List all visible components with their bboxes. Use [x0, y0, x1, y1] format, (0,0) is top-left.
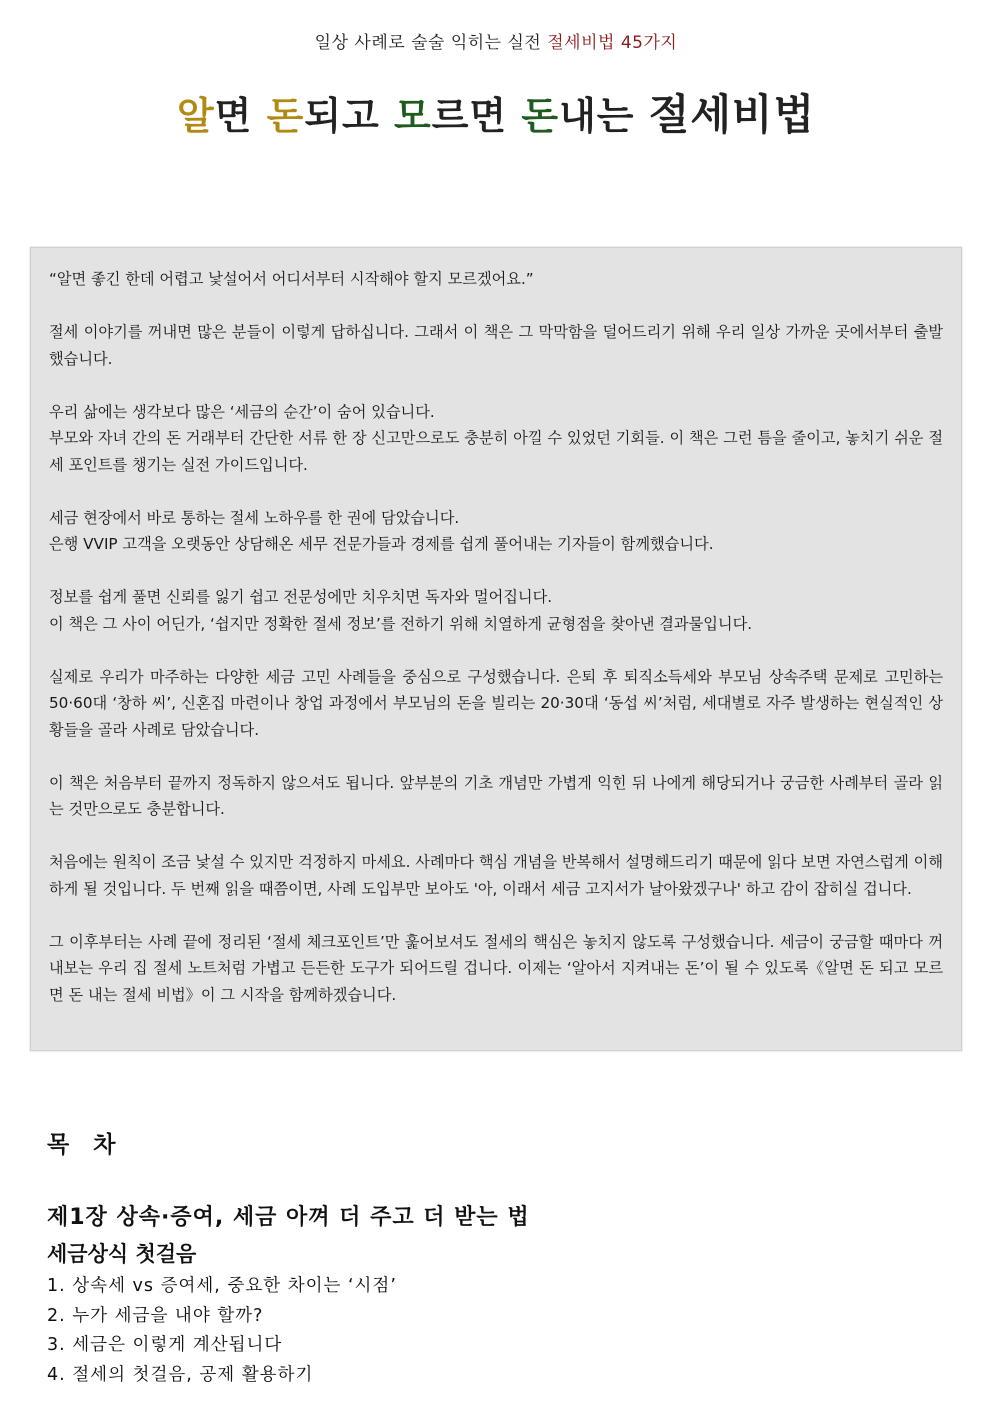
title-part-8: 내는	[559, 94, 649, 138]
intro-paragraph	[49, 664, 943, 744]
title-part-9: 절세비법	[648, 90, 816, 139]
intro-paragraph	[49, 770, 943, 823]
title-part-1: 알	[176, 94, 215, 138]
intro-paragraph	[49, 266, 943, 293]
intro-line: 실제로 우리가 마주하는 다양한 세금 고민 사례들을 중심으로 구성했습니다. 은퇴 후 퇴직소득세와 부모님 상속주택 문제로 고민하는 50·60대 ‘창하 씨’, 신혼집 마련이나 창업 과정에서 부모님의 돈을 빌리는 20·30대 ‘동섭 씨’처럼, 세대별로 자주 발생하는 현실적인 상황들을 골라 사례로 담았습니다.	[49, 667, 943, 739]
intro-line: 은행 VVIP 고객을 오랫동안 상담해온 세무 전문가들과 경제를 쉽게 풀어내는 기자들이 함께했습니다.	[49, 535, 714, 553]
toc-list	[47, 1272, 397, 1390]
title-part-2: 면	[214, 94, 267, 138]
intro-box	[30, 247, 962, 1051]
intro-line: 정보를 쉽게 풀면 신뢰를 잃기 쉽고 전문성에만 치우치면 독자와 멀어집니다.	[49, 588, 553, 606]
toc-item: 2. 누가 세금을 내야 할까?	[47, 1305, 264, 1326]
toc-item: 4. 절세의 첫걸음, 공제 활용하기	[47, 1364, 314, 1385]
title-part-3: 돈	[266, 94, 305, 138]
intro-paragraph	[49, 849, 943, 902]
toc-item: 1. 상속세 vs 증여세, 중요한 차이는 ‘시점’	[47, 1276, 397, 1296]
toc-heading: 목 차	[47, 1132, 124, 1158]
book-title	[0, 82, 992, 142]
intro-paragraph	[49, 929, 943, 1009]
subtitle-accent: 절세비법 45가지	[547, 33, 678, 53]
title-part-6: 르면	[431, 94, 522, 138]
title-part-4: 되고	[304, 94, 394, 138]
intro-line: 부모와 자녀 간의 돈 거래부터 간단한 서류 한 장 신고만으로도 충분히 아낄 수 있었던 기회들. 이 책은 그런 틈을 줄이고, 놓치기 쉬운 절세 포인트를 챙기는 실전 가이드입니다.	[49, 429, 943, 474]
toc-item: 3. 세금은 이렇게 계산됩니다	[47, 1335, 283, 1355]
intro-line: 세금 현장에서 바로 통하는 절세 노하우를 한 권에 담았습니다.	[49, 508, 460, 527]
intro-paragraph	[49, 399, 943, 479]
intro-line: “알면 좋긴 한데 어렵고 낯설어서 어디서부터 시작해야 할지 모르겠어요.”	[49, 270, 534, 288]
intro-line: 처음에는 원칙이 조금 낯설 수 있지만 걱정하지 마세요. 사례마다 핵심 개념을 반복해서 설명해드리기 때문에 읽다 보면 자연스럽게 이해하게 될 것입니다. 두 번째 읽을 때쯤이면, 사례 도입부만 보아도 '아, 이래서 세금 고지서가 날아왔겠구나' 하고 감이 잡히실 겁니다.	[49, 853, 943, 898]
intro-paragraph	[49, 584, 943, 637]
intro-line: 이 책은 그 사이 어딘가, ‘쉽지만 정확한 절세 정보’를 전하기 위해 치열하게 균형점을 찾아낸 결과물입니다.	[49, 614, 753, 633]
section-title: 세금상식 첫걸음	[47, 1242, 197, 1266]
subtitle-prefix: 일상 사례로 술술 익히는 실전	[314, 33, 548, 53]
intro-paragraph	[49, 505, 943, 558]
intro-line: 절세 이야기를 꺼내면 많은 분들이 이렇게 답하십니다. 그래서 이 책은 그 막막함을 덜어드리기 위해 우리 일상 가까운 곳에서부터 출발했습니다.	[49, 323, 943, 368]
intro-line: 그 이후부터는 사례 끝에 정리된 ‘절세 체크포인트’만 훑어보셔도 절세의 핵심은 놓치지 않도록 구성했습니다. 세금이 궁금할 때마다 꺼내보는 우리 집 절세 노트처럼 가볍고 든든한 도구가 되어드릴 겁니다. 이제는 ‘알아서 지켜내는 돈’이 될 수 있도록《알면 돈 되고 모르면 돈 내는 절세 비법》이 그 시작을 함께하겠습니다.	[49, 932, 943, 1004]
intro-line: 이 책은 처음부터 끝까지 정독하지 않으셔도 됩니다. 앞부분의 기초 개념만 가볍게 익힌 뒤 나에게 해당되거나 궁금한 사례부터 골라 읽는 것만으로도 충분합니다.	[49, 773, 943, 818]
title-part-5: 모	[394, 94, 432, 138]
chapter-title: 제1장 상속·증여, 세금 아껴 더 주고 더 받는 법	[47, 1205, 530, 1230]
intro-paragraph	[49, 319, 943, 372]
intro-line: 우리 삶에는 생각보다 많은 ‘세금의 순간’이 숨어 있습니다.	[49, 402, 435, 421]
book-subtitle	[0, 28, 992, 53]
title-part-7: 돈	[521, 94, 560, 138]
